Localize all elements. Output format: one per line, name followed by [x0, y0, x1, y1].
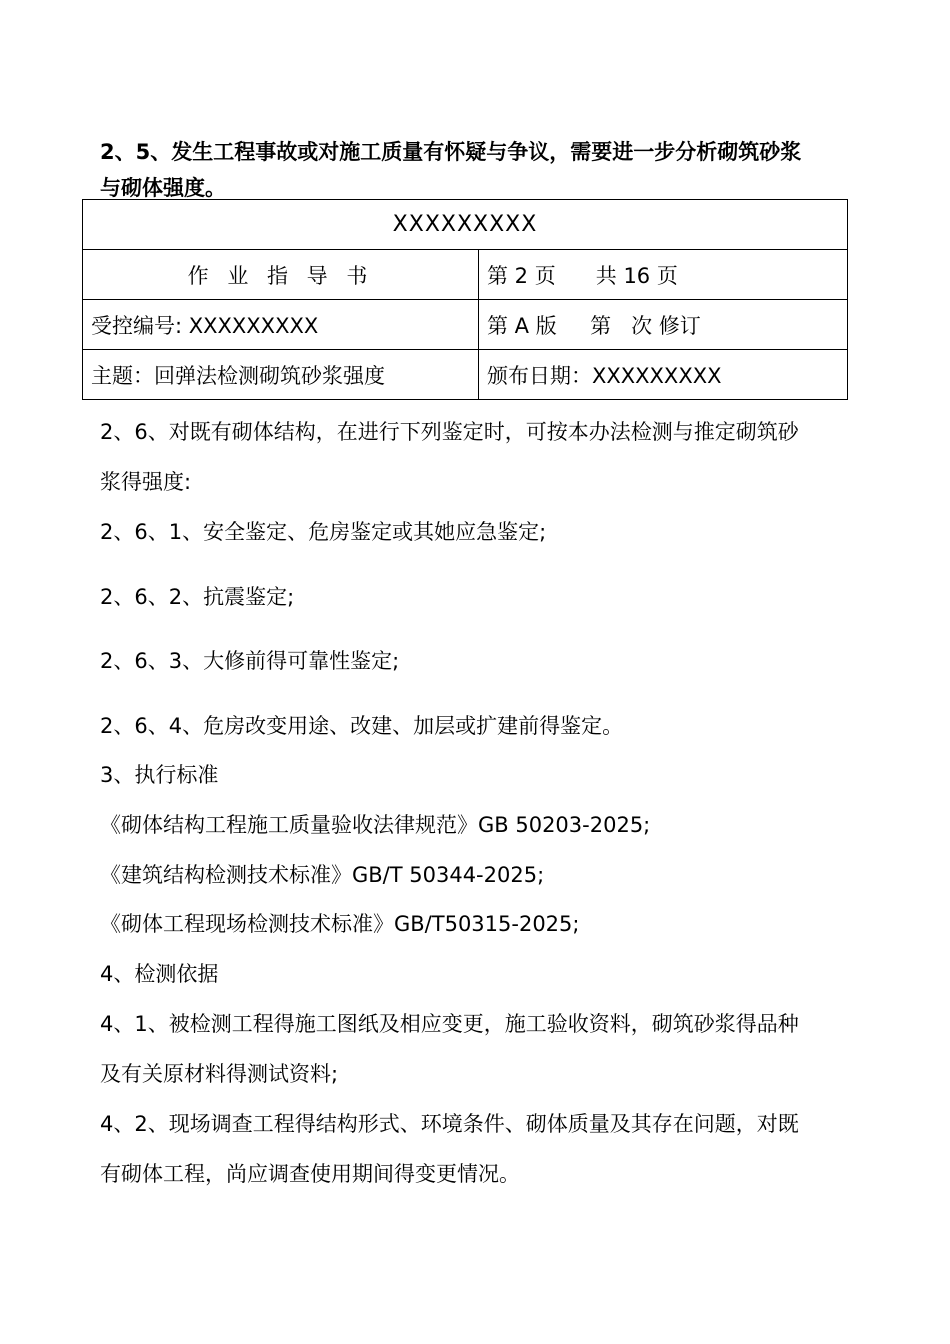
intro-line-1: 2、5、发生工程事故或对施工质量有怀疑与争议，需要进一步分析砌筑砂浆	[100, 140, 802, 164]
section-4-item-1-line-2: 及有关原材料得测试资料;	[100, 1062, 339, 1086]
standard-item-3: 《砌体工程现场检测技术标准》GB/T50315-2025;	[100, 912, 580, 936]
document-type: 作 业 指 导 书	[83, 250, 479, 300]
section-2-6-line-2: 浆得强度:	[100, 470, 192, 494]
section-2-6-item-1: 2、6、1、安全鉴定、危房鉴定或其她应急鉴定;	[100, 520, 547, 544]
section-3-heading: 3、执行标准	[100, 763, 219, 787]
section-2-6-item-4: 2、6、4、危房改变用途、改建、加层或扩建前得鉴定。	[100, 714, 624, 738]
document-subject: 主题：回弹法检测砌筑砂浆强度	[83, 350, 479, 400]
section-4-item-2-line-1: 4、2、现场调查工程得结构形式、环境条件、砌体质量及其存在问题，对既	[100, 1112, 799, 1136]
control-number: 受控编号: XXXXXXXXX	[83, 300, 479, 350]
section-2-6-line-1: 2、6、对既有砌体结构，在进行下列鉴定时，可按本办法检测与推定砌筑砂	[100, 420, 799, 444]
page-info: 第 2 页 共 16 页	[479, 250, 848, 300]
version-info: 第 A 版 第 次 修订	[479, 300, 848, 350]
section-4-item-1-line-1: 4、1、被检测工程得施工图纸及相应变更，施工验收资料，砌筑砂浆得品种	[100, 1012, 799, 1036]
standard-item-2: 《建筑结构检测技术标准》GB/T 50344-2025;	[100, 863, 545, 887]
document-header-table	[82, 199, 848, 400]
intro-line-2: 与砌体强度。	[100, 176, 226, 200]
issue-date: 颁布日期：XXXXXXXXX	[479, 350, 848, 400]
section-4-item-2-line-2: 有砌体工程，尚应调查使用期间得变更情况。	[100, 1162, 520, 1186]
section-4-heading: 4、检测依据	[100, 962, 219, 986]
section-2-6-item-2: 2、6、2、抗震鉴定;	[100, 585, 295, 609]
standard-item-1: 《砌体结构工程施工质量验收法律规范》GB 50203-2025;	[100, 813, 651, 837]
section-2-6-item-3: 2、6、3、大修前得可靠性鉴定;	[100, 649, 400, 673]
company-name: XXXXXXXXX	[83, 200, 848, 250]
